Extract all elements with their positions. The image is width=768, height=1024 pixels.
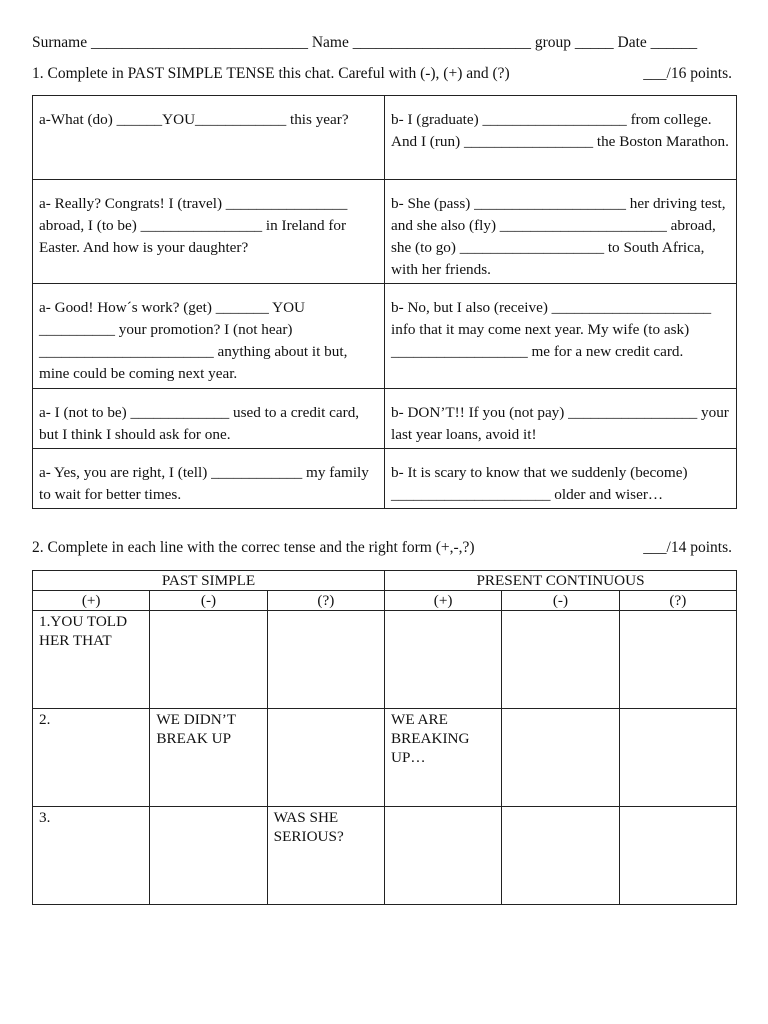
answer-cell[interactable]: WAS SHE SERIOUS? [267,807,384,905]
answer-cell[interactable] [150,611,267,709]
student-info-line: Surname ____________________________ Name _______________________ group _____ Date ______ [32,34,698,51]
answer-cell[interactable] [267,709,384,807]
answer-cell[interactable] [150,807,267,905]
answer-cell[interactable]: WE ARE BREAKING UP… [384,709,501,807]
answer-cell[interactable] [619,709,736,807]
chat-line-b[interactable]: b- No, but I also (receive) _____________________ info that it may come next year. My wife (to ask) __________________ me for a new credit card. [385,284,737,389]
form-header: (+) [384,591,501,611]
chat-line-b[interactable]: b- It is scary to know that we suddenly (become) _____________________ older and wiser… [385,449,737,509]
chat-line-b[interactable]: b- DON’T!! If you (not pay) _________________ your last year loans, avoid it! [385,389,737,449]
chat-line-a[interactable]: a- Really? Congrats! I (travel) ________________ abroad, I (to be) ________________ in Ireland for Easter. And how is your daughter? [33,180,385,284]
answer-cell[interactable]: 1.YOU TOLD HER THAT [33,611,150,709]
answer-cell[interactable]: WE DIDN’T BREAK UP [150,709,267,807]
exercise-1-instructions: 1. Complete in PAST SIMPLE TENSE this chat. Careful with (-), (+) and (?) [32,65,510,82]
answer-cell[interactable] [502,709,619,807]
chat-line-b[interactable]: b- She (pass) ____________________ her driving test, and she also (fly) ______________________ abroad, she (to go) ___________________ to South Africa, with her friends. [385,180,737,284]
answer-cell[interactable] [502,611,619,709]
table-row [33,611,737,709]
tenses-table [32,570,737,905]
form-header: (+) [33,591,150,611]
exercise-1-points: ___/16 points. [643,65,732,82]
exercise-2-points: ___/14 points. [643,539,732,556]
exercise-1-title [32,65,732,83]
answer-cell[interactable] [619,611,736,709]
answer-cell[interactable]: 3. [33,807,150,905]
form-header: (-) [150,591,267,611]
chat-line-a[interactable]: a- Good! How´s work? (get) _______ YOU __________ your promotion? I (not hear) _______________________ anything about it but, mine could be coming next year. [33,284,385,389]
chat-row [33,389,737,449]
answer-cell[interactable] [384,611,501,709]
table-row [33,807,737,905]
answer-cell[interactable] [384,807,501,905]
chat-table [32,95,737,509]
answer-cell[interactable] [267,611,384,709]
present-continuous-header: PRESENT CONTINUOUS [384,571,736,591]
exercise-2-title [32,539,732,557]
answer-cell[interactable] [619,807,736,905]
chat-line-a[interactable]: a-What (do) ______YOU____________ this year? [33,96,385,180]
form-header: (?) [267,591,384,611]
chat-line-a[interactable]: a- I (not to be) _____________ used to a credit card, but I think I should ask for one. [33,389,385,449]
chat-row [33,284,737,389]
chat-row [33,449,737,509]
chat-line-b[interactable]: b- I (graduate) ___________________ from college. And I (run) _________________ the Boston Marathon. [385,96,737,180]
form-header-row [33,591,737,611]
form-header: (?) [619,591,736,611]
answer-cell[interactable] [502,807,619,905]
exercise-2-instructions: 2. Complete in each line with the correc tense and the right form (+,-,?) [32,539,475,556]
chat-row [33,96,737,180]
answer-cell[interactable]: 2. [33,709,150,807]
chat-line-a[interactable]: a- Yes, you are right, I (tell) ____________ my family to wait for better times. [33,449,385,509]
table-row [33,709,737,807]
chat-row [33,180,737,284]
past-simple-header: PAST SIMPLE [33,571,385,591]
tense-group-header-row [33,571,737,591]
form-header: (-) [502,591,619,611]
